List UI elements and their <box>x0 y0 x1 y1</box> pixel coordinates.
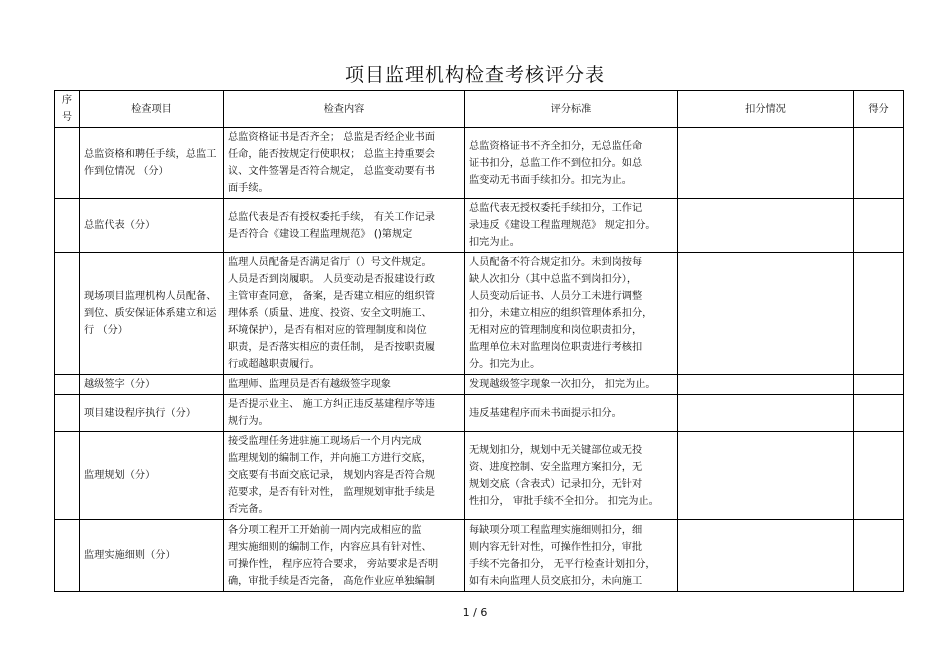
header-criteria: 评分标准 <box>465 91 678 128</box>
content-text: 总监代表是否有授权委托手续， 有关工作记录 是否符合《建设工程监理规范》 ()第规定 <box>228 211 435 240</box>
cell-idx <box>55 395 80 432</box>
table-row <box>55 199 904 253</box>
table-row <box>55 395 904 432</box>
content-text: 是否提示业主、 施工方纠正违反基建程序等违 规行为。 <box>228 399 435 427</box>
cell-item: 现场项目监理机构人员配备、到位、质安保证体系建立和运行 （分） <box>80 253 224 375</box>
cell-item: 越级签字（分） <box>80 375 224 395</box>
cell-item: 总监资格和聘任手续，总监工作到位情况 （分） <box>80 128 224 199</box>
cell-score <box>854 128 904 199</box>
table-row <box>55 128 904 199</box>
table-row <box>55 432 904 520</box>
cell-content <box>224 128 465 199</box>
criteria-text: 无规划扣分，规划中无关键部位或无投 资、进度控制、安全监理方案扣分，无 规划交底（含表式）记录扣分，无针对 性扣分， 审批手续不全扣分。 扣完为止。 <box>469 444 659 507</box>
cell-deduction <box>678 253 854 375</box>
cell-content <box>224 253 465 375</box>
header-content: 检查内容 <box>224 91 465 128</box>
cell-criteria <box>465 395 678 432</box>
cell-deduction <box>678 432 854 520</box>
criteria-text: 违反基建程序而未书面提示扣分。 <box>469 407 622 419</box>
cell-criteria <box>465 128 678 199</box>
cell-score <box>854 520 904 592</box>
page-title: 项目监理机构检查考核评分表 <box>344 64 605 86</box>
cell-content <box>224 395 465 432</box>
cell-score <box>854 432 904 520</box>
content-text: 各分项工程开工开始前一周内完成相应的监 理实施细则的编制工作，内容应具有针对性、 可操作性， 程序应符合要求， 旁站要求是否明 确，审批手续是否完备， 高危作业应单独编制 <box>228 524 439 587</box>
criteria-text: 总监资格证书不齐全扣分，无总监任命 证书扣分，总监工作不到位扣分。如总 监变动无书面手续扣分。扣完为止。 <box>469 140 643 186</box>
cell-content <box>224 432 465 520</box>
table-row <box>55 375 904 395</box>
criteria-text: 每缺项分项工程监理实施细则扣分，细 则内容无针对性，可操作性扣分，审批 手续不完备扣分， 无平行检查计划扣分， 如有未向监理人员交底扣分，未向施工 <box>469 524 656 587</box>
header-deduction: 扣分情况 <box>678 91 854 128</box>
cell-criteria <box>465 520 678 592</box>
header-row <box>55 91 904 128</box>
cell-score <box>854 375 904 395</box>
content-text: 监理人员配备是否满足省厅（）号文件规定。 人员是否到岗履职。 人员变动是否报建设行政 主管审查同意， 备案，是否建立相应的组织管 理体系（质量、进度、投资、安全文明施工、 环境保护），是否有相对应的管理制度和岗位 职责，是否落实相应的责任制， 是否按职责履 行或超越职责履行。 <box>228 257 435 370</box>
cell-criteria <box>465 199 678 253</box>
cell-deduction <box>678 395 854 432</box>
cell-criteria <box>465 432 678 520</box>
cell-idx <box>55 199 80 253</box>
cell-idx <box>55 375 80 395</box>
cell-score <box>854 253 904 375</box>
criteria-text: 发现越级签字现象一次扣分， 扣完为止。 <box>469 379 656 390</box>
table-row <box>55 520 904 592</box>
header-score: 得分 <box>854 91 904 128</box>
cell-item: 监理规划（分） <box>80 432 224 520</box>
content-text: 监理师、监理员是否有越级签字现象 <box>228 379 391 390</box>
cell-deduction <box>678 128 854 199</box>
cell-criteria <box>465 253 678 375</box>
criteria-text: 人员配备不符合规定扣分。未到岗按每 缺人次扣分（其中总监不到岗扣分）， 人员变动后证书、人员分工未进行调整 扣分，未建立相应的组织管理体系扣分， 无相对应的管理制度和岗位职责扣分， 监理单位未对监理岗位职责进行考核扣 分。扣完为止。 <box>469 257 653 370</box>
cell-item: 总监代表（分） <box>80 199 224 253</box>
cell-score <box>854 199 904 253</box>
cell-deduction <box>678 199 854 253</box>
cell-idx <box>55 253 80 375</box>
content-text: 总监资格证书是否齐全； 总监是否经企业书面 任命，能否按规定行使职权； 总监主持重要会 议、文件签署是否符合规定， 总监变动要有书 面手续。 <box>228 132 435 194</box>
cell-item: 监理实施细则（分） <box>80 520 224 592</box>
cell-score <box>854 395 904 432</box>
header-idx: 序号 <box>55 91 80 128</box>
table-row <box>55 253 904 375</box>
cell-content <box>224 520 465 592</box>
cell-deduction <box>678 375 854 395</box>
cell-idx <box>55 520 80 592</box>
cell-item: 项目建设程序执行（分） <box>80 395 224 432</box>
header-item: 检查项目 <box>80 91 224 128</box>
cell-content <box>224 375 465 395</box>
cell-idx <box>55 432 80 520</box>
cell-idx <box>55 128 80 199</box>
evaluation-table <box>54 90 904 592</box>
criteria-text: 总监代表无授权委托手续扣分，工作记 录违反《建设工程监理规范》 规定扣分。 扣完为止。 <box>469 203 656 248</box>
page-number: 1 / 6 <box>462 606 488 619</box>
cell-content <box>224 199 465 253</box>
cell-deduction <box>678 520 854 592</box>
cell-criteria <box>465 375 678 395</box>
content-text: 接受监理任务进驻施工现场后一个月内完成 监理规划的编制工作，并向施工方进行交底， 交底要有书面交底记录， 规划内容是否符合规 范要求，是否有针对性， 监理规划审批手续是 否完备。 <box>228 436 435 515</box>
